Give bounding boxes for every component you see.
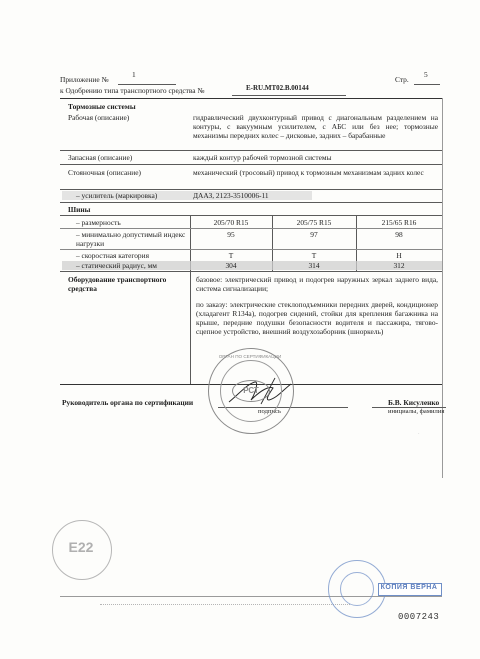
tire-row-speed-label: – скоростная категория xyxy=(76,251,149,260)
e22-emblem-text: E22 xyxy=(68,539,94,555)
signature-caption: подпись xyxy=(258,408,281,415)
approval-number: E-RU.MT02.B.00144 xyxy=(246,84,309,92)
tires-section-title: Шины xyxy=(68,205,91,214)
document-page: Приложение № 1 к Одобрению типа транспортного средства № E-RU.MT02.B.00144 Стр. 5 Тормозные системы Рабочая (описание) гидравлический двухконтурный привод с диагональным разделением на контуры, с вакуумным усилителем, с АБС или без нее; тормозные механизмы передних колес – дисковые, задних – барабанные Запасная (описание) каждый контур рабочей тормозной системы Стояночная (описание) механический (тросовый) привод к тормозным механизмам задних колес – усилитель (маркировка) ДААЗ, 2123-3510006-11 Шины – размерность 205/70 R15 205/75 R15 215/65 R16 – минимально допустимый индекс нагрузки 95 97 98 – скоростная категория T T H – статический радиус, мм 304 314 312 Оборудование транспортного средства базовое: электрический привод и подогрев наружных зеркал заднего вида, система сигнализации; по заказу: электрические стеклоподъемники передних дверей, кондиционер (хладагент R134a), подогрев сидений, стойки для крепления багажника на крыше, передние подушки безопасности водителя и пассажира, тягово-сцепное устройство, внешний воздухозаборник (шноркель) Руководитель органа по сертификации подпись Б.В. Кисуленко инициалы, фамилия ОРГАН ПО СЕРТИФИКАЦИИ РСТ · E22 КОПИЯ ВЕРНА 0007243 xyxy=(0,0,480,659)
tire-load-3: 98 xyxy=(395,230,403,239)
seal-ring-text: ОРГАН ПО СЕРТИФИКАЦИИ xyxy=(218,354,282,359)
tire-row-load-label: – минимально допустимый индекс нагрузки xyxy=(76,230,186,248)
approval-label: к Одобрению типа транспортного средства № xyxy=(60,86,205,95)
serial-number: 0007243 xyxy=(398,612,440,622)
tire-speed-3: H xyxy=(396,251,402,260)
tire-row-radius-label: – статический радиус, мм xyxy=(76,261,157,270)
booster-label: – усилитель (маркировка) xyxy=(76,191,158,200)
booster-value: ДААЗ, 2123-3510006-11 xyxy=(193,191,269,200)
tire-size-3: 215/65 R16 xyxy=(381,218,417,227)
service-brake-label: Рабочая (описание) xyxy=(68,113,130,122)
reserve-brake-label: Запасная (описание) xyxy=(68,153,133,162)
seal-center: РСТ xyxy=(232,380,270,402)
tire-speed-2: T xyxy=(311,251,317,260)
name-caption: инициалы, фамилия xyxy=(388,408,445,415)
appendix-number: 1 xyxy=(132,70,136,79)
equipment-optional: по заказу: электрические стеклоподъемники передних дверей, кондиционер (хладагент R134a), подогрев сидений, стойки для крепления багажника на крыше, передние подушки безопасности водителя и пассажира, тягово-сцепное устройство, внешний воздухозаборник (шноркель) xyxy=(196,300,438,336)
parking-brake-value: механический (тросовый) привод к тормозным механизмам задних колес xyxy=(193,168,424,177)
authority-label: Руководитель органа по сертификации xyxy=(62,398,194,407)
tire-size-1: 205/70 R15 xyxy=(213,218,249,227)
tire-radius-3: 312 xyxy=(393,261,405,270)
parking-brake-label: Стояночная (описание) xyxy=(68,168,141,177)
page-label: Стр. xyxy=(395,75,409,84)
tire-speed-1: T xyxy=(228,251,234,260)
tire-load-1: 95 xyxy=(227,230,235,239)
equipment-label: Оборудование транспортного средства xyxy=(68,275,167,293)
equipment-basic: базовое: электрический привод и подогрев наружных зеркал заднего вида, система сигнализации; xyxy=(196,275,438,293)
page-number: 5 xyxy=(424,70,428,79)
signatory-name: Б.В. Кисуленко xyxy=(388,398,440,407)
tire-load-2: 97 xyxy=(310,230,318,239)
brakes-section-title: Тормозные системы xyxy=(68,102,136,111)
tire-radius-2: 314 xyxy=(308,261,320,270)
tire-size-2: 205/75 R15 xyxy=(296,218,332,227)
tire-radius-1: 304 xyxy=(225,261,237,270)
reserve-brake-value: каждый контур рабочей тормозной системы xyxy=(193,153,332,162)
copy-stamp-text: КОПИЯ ВЕРНА xyxy=(380,584,438,591)
tire-row-size-label: – размерность xyxy=(76,218,121,227)
service-brake-value: гидравлический двухконтурный привод с диагональным разделением на контуры, с вакуумным усилителем, с АБС или без нее; тормозные механизмы передних колес – дисковые, задних – барабанные xyxy=(193,113,438,140)
appendix-label: Приложение № xyxy=(60,75,109,84)
